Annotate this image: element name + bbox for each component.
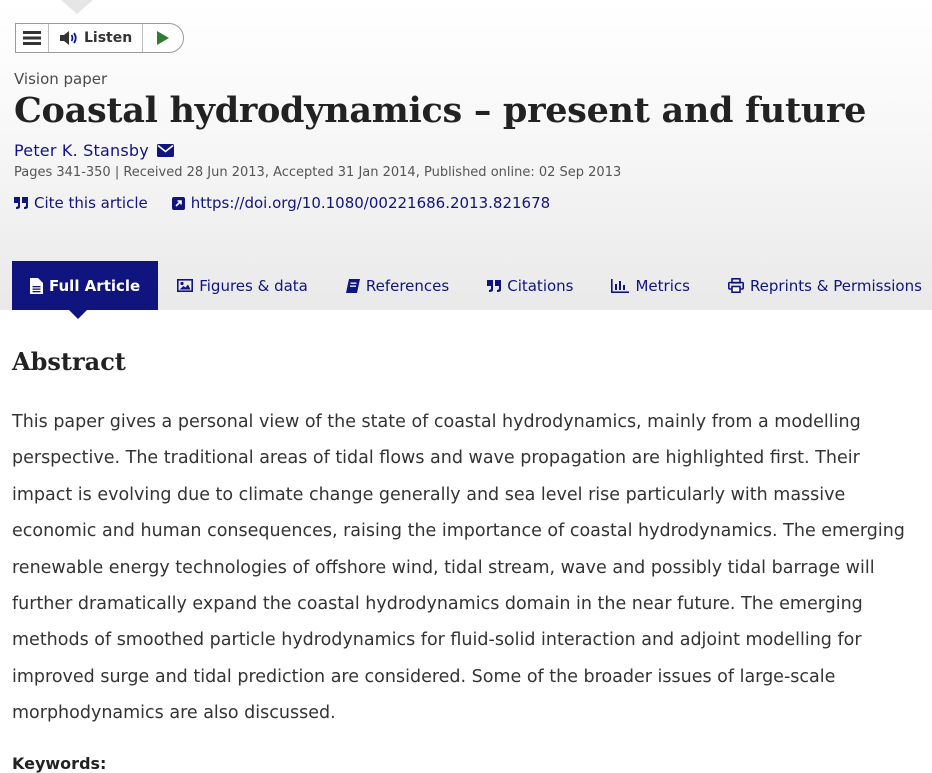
quote-icon bbox=[14, 197, 28, 209]
listen-button[interactable] bbox=[49, 24, 143, 52]
tab-references[interactable] bbox=[327, 261, 468, 310]
abstract-heading: Abstract bbox=[12, 347, 126, 376]
listen-label: Listen bbox=[84, 30, 133, 46]
publication-meta: Pages 341-350 | Received 28 Jun 2013, Accepted 31 Jan 2014, Published online: 02 Sep 2013 bbox=[14, 165, 622, 180]
tab-label: References bbox=[365, 276, 450, 295]
image-icon bbox=[177, 279, 193, 292]
author-link[interactable]: Peter K. Stansby bbox=[14, 141, 149, 160]
article-type: Vision paper bbox=[14, 70, 108, 88]
article-links bbox=[14, 194, 550, 212]
top-notch bbox=[61, 0, 93, 14]
envelope-icon[interactable] bbox=[157, 144, 174, 157]
tab-label: Reprints & Permissions bbox=[749, 276, 922, 295]
play-icon bbox=[157, 31, 169, 45]
hamburger-menu-icon bbox=[23, 31, 41, 45]
listen-toolbar bbox=[15, 23, 184, 53]
tab-full-article[interactable] bbox=[12, 261, 158, 310]
menu-button[interactable] bbox=[16, 24, 49, 52]
abstract-text: This paper gives a personal view of the state of coastal hydrodynamics, mainly from a modelling perspective. The traditional areas of tidal flows and wave propagation are highlighted first. Their impact is evolving due to climate change generally and sea level rise particularly with massive economic and human consequences, raising the importance of coastal hydrodynamics. The emerging renewable energy technologies of offshore wind, tidal stream, wave and possibly tidal barrage will further dramatically expand the coastal hydrodynamics domain in the near future. The emerging methods of smoothed particle hydrodynamics for fluid-solid interaction and adjoint modelling for improved surge and tidal prediction are considered. Some of the broader issues of large-scale morphodynamics are also discussed. bbox=[12, 412, 905, 724]
quote-icon bbox=[487, 280, 501, 292]
speaker-icon bbox=[59, 30, 79, 46]
doi-label: https://doi.org/10.1080/00221686.2013.821678 bbox=[190, 194, 551, 212]
article-tabs bbox=[12, 261, 932, 310]
tab-label: Metrics bbox=[635, 276, 690, 295]
cite-label: Cite this article bbox=[34, 194, 148, 212]
author-row bbox=[14, 141, 174, 160]
cite-link[interactable] bbox=[14, 194, 148, 212]
tab-metrics[interactable] bbox=[592, 261, 708, 310]
bar-chart-icon bbox=[611, 279, 629, 293]
article-title: Coastal hydrodynamics – present and future bbox=[14, 90, 867, 131]
tab-label: Full Article bbox=[49, 276, 141, 295]
document-icon bbox=[30, 278, 43, 294]
external-link-icon bbox=[172, 197, 185, 210]
tab-label: Citations bbox=[507, 276, 574, 295]
print-icon bbox=[728, 278, 744, 293]
tab-reprints-permissions[interactable] bbox=[709, 261, 932, 310]
play-button[interactable] bbox=[143, 24, 183, 52]
tab-label: Figures & data bbox=[199, 276, 308, 295]
book-icon bbox=[346, 279, 360, 293]
tab-figures-data[interactable] bbox=[158, 261, 327, 310]
tab-citations[interactable] bbox=[468, 261, 592, 310]
doi-link[interactable] bbox=[172, 194, 550, 212]
keywords-heading: Keywords: bbox=[12, 754, 107, 773]
